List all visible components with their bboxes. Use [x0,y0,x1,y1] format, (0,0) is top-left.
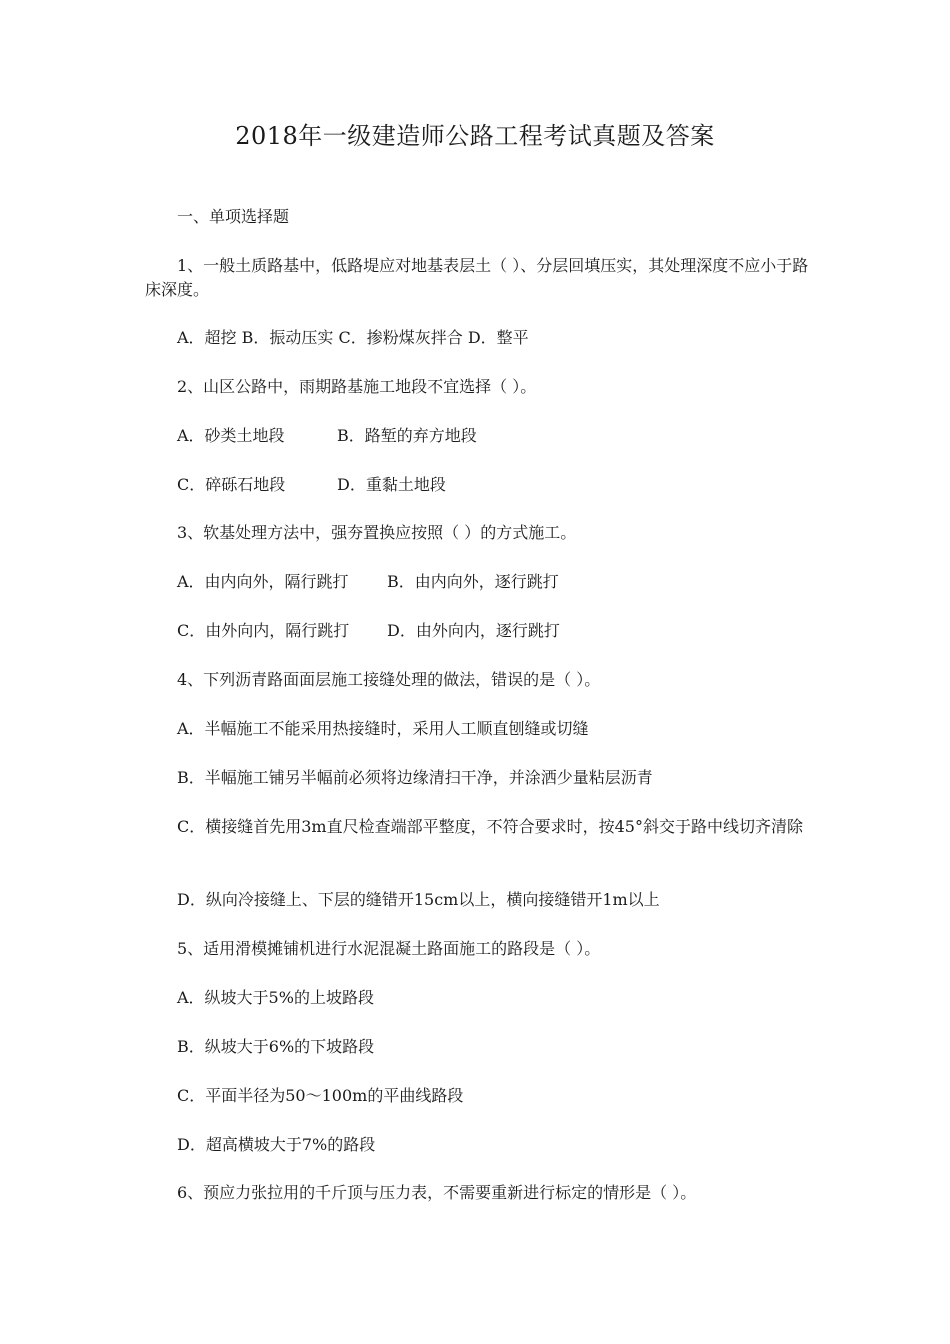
question-4-option-b: B．半幅施工铺另半幅前必须将边缘清扫干净，并涂洒少量粘层沥青 [177,768,653,787]
question-2-option-a: A．砂类土地段 [177,426,285,445]
question-4-option-a: A．半幅施工不能采用热接缝时，采用人工顺直刨缝或切缝 [177,719,589,738]
document-title: 2018年一级建造师公路工程考试真题及答案 [235,122,715,150]
question-4-stem: 4、下列沥青路面面层施工接缝处理的做法，错误的是（ ）。 [177,670,601,689]
question-5-option-c: C．平面半径为50～100m的平曲线路段 [177,1086,464,1105]
question-3-stem: 3、软基处理方法中，强夯置换应按照（ ）的方式施工。 [177,523,577,542]
question-4-option-d: D．纵向冷接缝上、下层的缝错开15cm以上，横向接缝错开1m以上 [177,890,660,909]
question-1-options: A．超挖 B．振动压实 C．掺粉煤灰拌合 D．整平 [177,328,529,347]
question-5-stem: 5、适用滑模摊铺机进行水泥混凝土路面施工的路段是（ ）。 [177,939,601,958]
question-4-option-c: C．横接缝首先用3m直尺检查端部平整度，不符合要求时，按45°斜交于路中线切齐清除 [177,817,803,836]
question-1-stem: 1、一般土质路基中，低路堤应对地基表层土（ ）、分层回填压实，其处理深度不应小于路床深度。 [145,256,809,299]
question-2-option-b: B．路堑的弃方地段 [337,426,477,445]
question-2-stem: 2、山区公路中，雨期路基施工地段不宜选择（ ）。 [177,377,537,396]
question-5-option-b: B．纵坡大于6%的下坡路段 [177,1037,375,1056]
question-2-option-d: D．重黏土地段 [337,475,446,494]
section-heading: 一、单项选择题 [177,207,290,226]
question-3-options-row-2 [177,619,560,643]
question-6-stem: 6、预应力张拉用的千斤顶与压力表，不需要重新进行标定的情形是（ ）。 [177,1183,697,1202]
question-3-option-a: A．由内向外，隔行跳打 [177,572,349,591]
question-2-options-row-2 [177,473,446,497]
question-2-options-row-1 [177,424,477,448]
question-5-option-d: D．超高横坡大于7%的路段 [177,1135,376,1154]
question-3-options-row-1 [177,570,559,594]
question-3-option-c: C．由外向内，隔行跳打 [177,621,350,640]
question-2-option-c: C．碎砾石地段 [177,475,286,494]
question-5-option-a: A．纵坡大于5%的上坡路段 [177,988,374,1007]
question-3-option-b: B．由内向外，逐行跳打 [387,572,559,591]
question-3-option-d: D．由外向内，逐行跳打 [387,621,560,640]
